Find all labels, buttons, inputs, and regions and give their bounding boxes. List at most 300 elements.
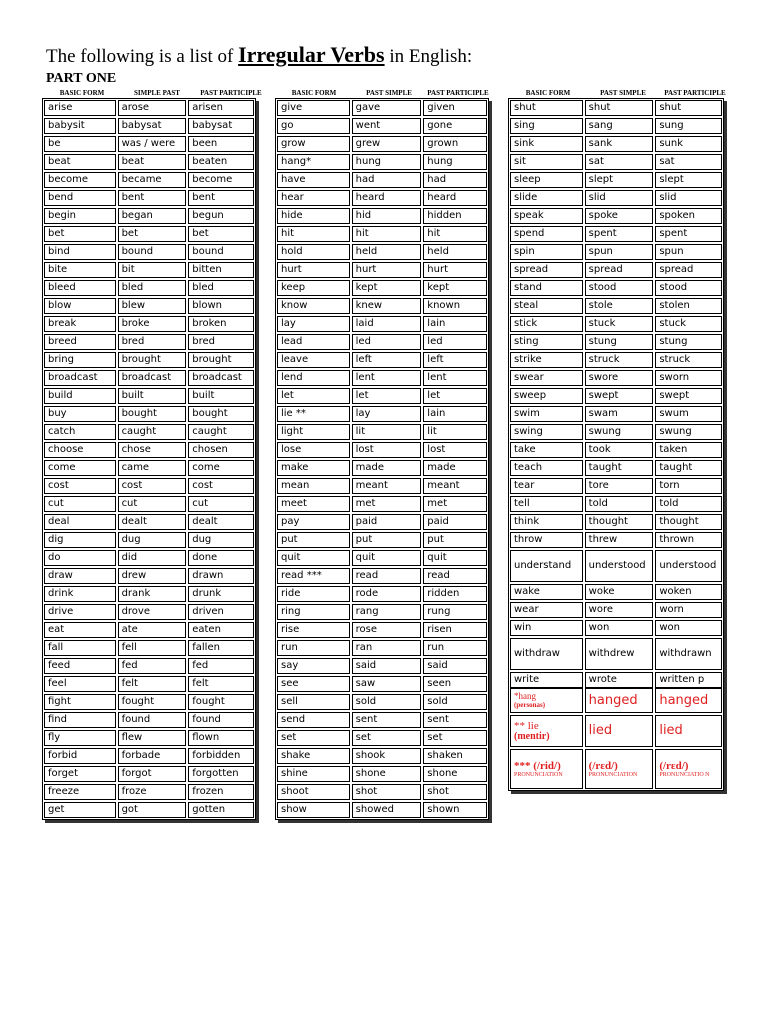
- table-cell: lead: [277, 334, 350, 350]
- hang-note-cell: [510, 688, 583, 713]
- table-cell: struck: [655, 352, 722, 368]
- table-cell: catch: [44, 424, 116, 440]
- table-cell: risen: [423, 622, 487, 638]
- table-row: [277, 334, 487, 350]
- table-cell: lied: [585, 715, 654, 747]
- table-cell: have: [277, 172, 350, 188]
- table-row: [44, 748, 254, 764]
- table-cell: caught: [188, 424, 254, 440]
- table-cell: cut: [44, 496, 116, 512]
- table-cell: withdraw: [510, 638, 583, 670]
- table-cell: become: [44, 172, 116, 188]
- table-cell: swing: [510, 424, 583, 440]
- table-cell: hang*: [277, 154, 350, 170]
- table-cell: quit: [423, 550, 487, 566]
- table-cell: come: [188, 460, 254, 476]
- table-row: [44, 568, 254, 584]
- table-row: [44, 640, 254, 656]
- table-cell: give: [277, 100, 350, 116]
- table-cell: flew: [118, 730, 187, 746]
- table-cell: bled: [118, 280, 187, 296]
- table-cell: wore: [585, 602, 654, 618]
- table-cell: babysat: [118, 118, 187, 134]
- table-cell: told: [585, 496, 654, 512]
- table-cell: slid: [655, 190, 722, 206]
- table-cell: sunk: [655, 136, 722, 152]
- table-cell: broken: [188, 316, 254, 332]
- table-cell: held: [352, 244, 422, 260]
- table-cell: arisen: [188, 100, 254, 116]
- table-cell: stuck: [585, 316, 654, 332]
- note-text: (mentir): [514, 730, 550, 742]
- table-row: [44, 586, 254, 602]
- table-row: [510, 172, 722, 188]
- table-cell: fall: [44, 640, 116, 656]
- table-cell: sworn: [655, 370, 722, 386]
- table-cell: rung: [423, 604, 487, 620]
- table-row: [510, 352, 722, 368]
- table-cell: cost: [44, 478, 116, 494]
- table-cell: fly: [44, 730, 116, 746]
- title-prefix: The following is a list of: [46, 46, 234, 67]
- table-cell: fought: [188, 694, 254, 710]
- table-row: [44, 694, 254, 710]
- table-row: [44, 226, 254, 242]
- table-cell: stuck: [655, 316, 722, 332]
- table-cell: spoken: [655, 208, 722, 224]
- table-cell: gone: [423, 118, 487, 134]
- table-cell: paid: [352, 514, 422, 530]
- table-row: [277, 442, 487, 458]
- table-row: [277, 496, 487, 512]
- table-cell: drink: [44, 586, 116, 602]
- table-row: [277, 460, 487, 476]
- table-row: [510, 602, 722, 618]
- table-cell: blow: [44, 298, 116, 314]
- table-cell: heard: [423, 190, 487, 206]
- read-participle-cell: [655, 749, 722, 789]
- table-row: [277, 136, 487, 152]
- table-cell: gotten: [188, 802, 254, 818]
- table-cell: spun: [655, 244, 722, 260]
- table-cell: spent: [655, 226, 722, 242]
- table-cell: wear: [510, 602, 583, 618]
- table-row: [44, 604, 254, 620]
- table-row: [277, 730, 487, 746]
- table-cell: taught: [585, 460, 654, 476]
- table-cell: keep: [277, 280, 350, 296]
- middle-table-headers: [276, 89, 490, 98]
- table-cell: feel: [44, 676, 116, 692]
- table-cell: lent: [352, 370, 422, 386]
- table-row: [44, 622, 254, 638]
- table-cell: taken: [655, 442, 722, 458]
- table-cell: hide: [277, 208, 350, 224]
- table-cell: hanged: [585, 688, 654, 713]
- table-cell: dealt: [188, 514, 254, 530]
- table-row: [44, 550, 254, 566]
- table-cell: caught: [118, 424, 187, 440]
- table-row: [277, 784, 487, 800]
- table-cell: found: [118, 712, 187, 728]
- table-row: [277, 406, 487, 422]
- table-cell: bled: [188, 280, 254, 296]
- table-cell: torn: [655, 478, 722, 494]
- table-cell: hurt: [423, 262, 487, 278]
- table-row: [44, 442, 254, 458]
- table-cell: lit: [352, 424, 422, 440]
- table-row: [44, 208, 254, 224]
- table-row: [510, 100, 722, 116]
- table-row: [44, 118, 254, 134]
- table-cell: speak: [510, 208, 583, 224]
- table-cell: buy: [44, 406, 116, 422]
- table-cell: worn: [655, 602, 722, 618]
- table-row: [44, 658, 254, 674]
- table-row: [277, 802, 487, 818]
- verb-table-middle: [275, 98, 489, 820]
- table-cell: read: [352, 568, 422, 584]
- table-cell: bet: [118, 226, 187, 242]
- table-cell: read: [423, 568, 487, 584]
- table-row: [44, 316, 254, 332]
- table-cell: struck: [585, 352, 654, 368]
- table-cell: ridden: [423, 586, 487, 602]
- table-cell: shot: [352, 784, 422, 800]
- table-cell: got: [118, 802, 187, 818]
- table-row: [277, 172, 487, 188]
- table-cell: lay: [352, 406, 422, 422]
- table-row: [277, 550, 487, 566]
- table-cell: dealt: [118, 514, 187, 530]
- table-cell: hung: [423, 154, 487, 170]
- table-cell: spent: [585, 226, 654, 242]
- table-cell: fell: [118, 640, 187, 656]
- table-row: [277, 622, 487, 638]
- table-cell: hit: [277, 226, 350, 242]
- column-header: BASIC FORM: [525, 89, 571, 97]
- table-cell: built: [188, 388, 254, 404]
- table-cell: get: [44, 802, 116, 818]
- table-cell: beat: [118, 154, 187, 170]
- table-row: [510, 584, 722, 600]
- table-cell: woke: [585, 584, 654, 600]
- table-cell: do: [44, 550, 116, 566]
- table-cell: teach: [510, 460, 583, 476]
- table-cell: swept: [655, 388, 722, 404]
- table-row: [277, 586, 487, 602]
- table-cell: set: [277, 730, 350, 746]
- table-cell: shut: [585, 100, 654, 116]
- table-row: [44, 514, 254, 530]
- table-cell: saw: [352, 676, 422, 692]
- table-cell: shut: [510, 100, 583, 116]
- table-row: [510, 514, 722, 530]
- table-cell: knew: [352, 298, 422, 314]
- table-cell: become: [188, 172, 254, 188]
- table-cell: sat: [655, 154, 722, 170]
- note-text: *hang: [514, 691, 536, 701]
- table-cell: came: [118, 460, 187, 476]
- table-cell: bet: [44, 226, 116, 242]
- table-cell: forget: [44, 766, 116, 782]
- column-header: SIMPLE PAST: [134, 89, 180, 97]
- read-note-cell: [510, 749, 583, 789]
- table-cell: paid: [423, 514, 487, 530]
- table-row: [277, 208, 487, 224]
- table-row: [44, 280, 254, 296]
- table-cell: put: [277, 532, 350, 548]
- table-cell: shaken: [423, 748, 487, 764]
- table-cell: shut: [655, 100, 722, 116]
- table-row: [277, 118, 487, 134]
- table-cell: find: [44, 712, 116, 728]
- table-cell: fed: [118, 658, 187, 674]
- table-cell: breed: [44, 334, 116, 350]
- table-cell: withdrawn: [655, 638, 722, 670]
- table-cell: eaten: [188, 622, 254, 638]
- table-cell: set: [352, 730, 422, 746]
- left-table-headers: [44, 89, 268, 98]
- table-cell: bent: [188, 190, 254, 206]
- table-row: [277, 244, 487, 260]
- table-cell: spread: [585, 262, 654, 278]
- table-cell: forbidden: [188, 748, 254, 764]
- table-cell: kept: [423, 280, 487, 296]
- table-cell: hurt: [277, 262, 350, 278]
- table-cell: thrown: [655, 532, 722, 548]
- table-cell: taught: [655, 460, 722, 476]
- table-cell: made: [423, 460, 487, 476]
- table-cell: thought: [585, 514, 654, 530]
- table-row: [277, 280, 487, 296]
- table-cell: blown: [188, 298, 254, 314]
- table-cell: swung: [655, 424, 722, 440]
- table-cell: chose: [118, 442, 187, 458]
- table-cell: written p: [655, 672, 722, 688]
- table-cell: stung: [585, 334, 654, 350]
- table-cell: sat: [585, 154, 654, 170]
- table-cell: sung: [655, 118, 722, 134]
- table-cell: heard: [352, 190, 422, 206]
- table-cell: sleep: [510, 172, 583, 188]
- table-cell: drew: [118, 568, 187, 584]
- table-cell: beat: [44, 154, 116, 170]
- table-cell: hidden: [423, 208, 487, 224]
- table-cell: feed: [44, 658, 116, 674]
- table-cell: stood: [585, 280, 654, 296]
- table-cell: went: [352, 118, 422, 134]
- table-cell: put: [423, 532, 487, 548]
- table-row: [277, 658, 487, 674]
- table-cell: ride: [277, 586, 350, 602]
- table-row: [510, 406, 722, 422]
- table-cell: sink: [510, 136, 583, 152]
- table-row: [44, 370, 254, 386]
- table-cell: been: [188, 136, 254, 152]
- table-cell: sting: [510, 334, 583, 350]
- table-cell: tear: [510, 478, 583, 494]
- table-row: [510, 190, 722, 206]
- table-row: [277, 712, 487, 728]
- table-cell: withdrew: [585, 638, 654, 670]
- table-row: [44, 190, 254, 206]
- table-cell: let: [423, 388, 487, 404]
- table-row: [510, 136, 722, 152]
- table-row: [44, 100, 254, 116]
- table-row: [510, 298, 722, 314]
- table-row: [277, 298, 487, 314]
- table-row: [510, 496, 722, 512]
- table-cell: bred: [118, 334, 187, 350]
- table-cell: quit: [352, 550, 422, 566]
- table-cell: showed: [352, 802, 422, 818]
- table-cell: dug: [118, 532, 187, 548]
- table-cell: lied: [655, 715, 722, 747]
- table-cell: stole: [585, 298, 654, 314]
- table-cell: slide: [510, 190, 583, 206]
- table-row: [44, 172, 254, 188]
- table-row: [277, 100, 487, 116]
- table-cell: sweep: [510, 388, 583, 404]
- table-cell: swept: [585, 388, 654, 404]
- table-cell: light: [277, 424, 350, 440]
- table-cell: bought: [188, 406, 254, 422]
- table-cell: lie **: [277, 406, 350, 422]
- table-cell: understood: [585, 550, 654, 582]
- column-header: PAST SIMPLE: [600, 89, 646, 97]
- table-cell: think: [510, 514, 583, 530]
- table-cell: said: [423, 658, 487, 674]
- table-cell: spoke: [585, 208, 654, 224]
- table-row: [44, 712, 254, 728]
- table-cell: won: [655, 620, 722, 636]
- table-cell: see: [277, 676, 350, 692]
- table-cell: build: [44, 388, 116, 404]
- table-cell: cost: [188, 478, 254, 494]
- table-cell: froze: [118, 784, 187, 800]
- table-cell: beaten: [188, 154, 254, 170]
- table-cell: said: [352, 658, 422, 674]
- table-row: [510, 672, 722, 688]
- table-cell: quit: [277, 550, 350, 566]
- table-cell: sent: [423, 712, 487, 728]
- note-text: PRONUNCIATION: [588, 771, 638, 778]
- table-row: [44, 532, 254, 548]
- table-cell: freeze: [44, 784, 116, 800]
- table-cell: forbade: [118, 748, 187, 764]
- table-cell: take: [510, 442, 583, 458]
- table-cell: lose: [277, 442, 350, 458]
- table-row: [44, 334, 254, 350]
- table-cell: say: [277, 658, 350, 674]
- table-cell: lain: [423, 406, 487, 422]
- table-row: [277, 190, 487, 206]
- table-row: [510, 208, 722, 224]
- table-cell: sent: [352, 712, 422, 728]
- table-row: [277, 532, 487, 548]
- table-cell: forbid: [44, 748, 116, 764]
- table-row: [277, 226, 487, 242]
- table-cell: fought: [118, 694, 187, 710]
- table-cell: built: [118, 388, 187, 404]
- table-cell: met: [423, 496, 487, 512]
- table-cell: hid: [352, 208, 422, 224]
- table-cell: ran: [352, 640, 422, 656]
- table-cell: ring: [277, 604, 350, 620]
- table-cell: spin: [510, 244, 583, 260]
- note-text: PRONUNCIATION: [514, 771, 563, 778]
- table-row: [277, 316, 487, 332]
- table-cell: run: [423, 640, 487, 656]
- table-cell: shot: [423, 784, 487, 800]
- page-title: [46, 42, 472, 68]
- table-row: [44, 244, 254, 260]
- table-cell: laid: [352, 316, 422, 332]
- table-row: [510, 620, 722, 636]
- table-cell: did: [118, 550, 187, 566]
- verb-table-left: [42, 98, 256, 820]
- table-cell: spun: [585, 244, 654, 260]
- table-cell: begin: [44, 208, 116, 224]
- table-cell: babysit: [44, 118, 116, 134]
- table-row: [510, 688, 722, 713]
- table-row: [44, 460, 254, 476]
- table-cell: drank: [118, 586, 187, 602]
- table-row: [510, 424, 722, 440]
- table-cell: had: [352, 172, 422, 188]
- table-cell: tell: [510, 496, 583, 512]
- table-cell: strike: [510, 352, 583, 368]
- table-cell: rise: [277, 622, 350, 638]
- table-row: [510, 478, 722, 494]
- table-cell: broke: [118, 316, 187, 332]
- table-cell: hit: [423, 226, 487, 242]
- table-cell: bring: [44, 352, 116, 368]
- table-cell: bitten: [188, 262, 254, 278]
- column-header: BASIC FORM: [59, 89, 105, 97]
- table-cell: come: [44, 460, 116, 476]
- read-past-cell: [585, 749, 654, 789]
- table-row: [277, 694, 487, 710]
- table-cell: shook: [352, 748, 422, 764]
- note-text: (/rɛd/): [659, 759, 689, 772]
- table-cell: meet: [277, 496, 350, 512]
- table-cell: cut: [188, 496, 254, 512]
- table-cell: known: [423, 298, 487, 314]
- table-row: [510, 316, 722, 332]
- table-cell: deal: [44, 514, 116, 530]
- table-cell: felt: [118, 676, 187, 692]
- table-cell: lay: [277, 316, 350, 332]
- table-cell: found: [188, 712, 254, 728]
- table-cell: drove: [118, 604, 187, 620]
- table-cell: draw: [44, 568, 116, 584]
- table-row: [510, 280, 722, 296]
- table-row: [510, 715, 722, 747]
- table-cell: forgot: [118, 766, 187, 782]
- note-text: (personas): [514, 701, 546, 709]
- table-cell: chosen: [188, 442, 254, 458]
- table-row: [44, 154, 254, 170]
- table-cell: leave: [277, 352, 350, 368]
- title-suffix: in English:: [389, 46, 473, 67]
- table-cell: blew: [118, 298, 187, 314]
- table-row: [277, 514, 487, 530]
- table-cell: fed: [188, 658, 254, 674]
- table-cell: rose: [352, 622, 422, 638]
- table-row: [510, 244, 722, 260]
